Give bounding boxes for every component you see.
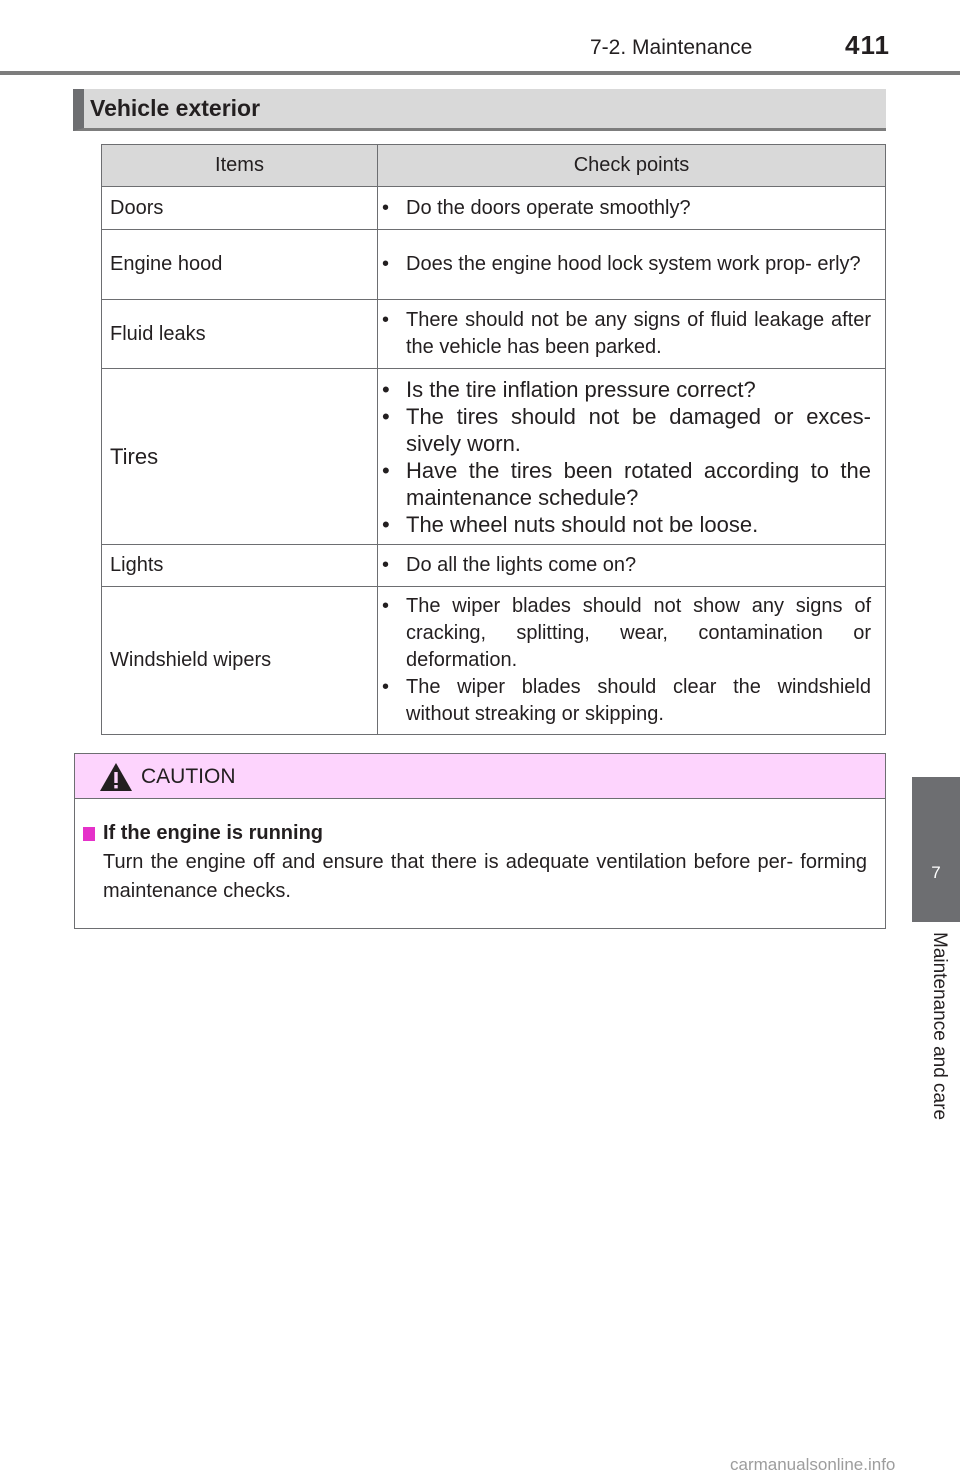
check-table: [101, 144, 886, 735]
chapter-tab-label: Maintenance and care: [929, 932, 950, 1121]
row-item: Engine hood: [102, 230, 378, 300]
row-item: Fluid leaks: [102, 300, 378, 369]
column-header-items: Items: [102, 145, 378, 187]
header-divider: [0, 71, 960, 75]
table-row: [102, 300, 886, 369]
check-point: • Do the doors operate smoothly?: [406, 195, 871, 222]
table-row: [102, 545, 886, 587]
caution-header: [75, 754, 885, 799]
table-header-row: [102, 145, 886, 187]
table-row: [102, 187, 886, 230]
page-number: 411: [845, 30, 890, 60]
check-point: • Do all the lights come on?: [406, 552, 871, 579]
row-item: Lights: [102, 545, 378, 587]
table-row: [102, 369, 886, 545]
row-check-points: [378, 187, 886, 230]
caution-subtitle-text: If the engine is running: [103, 822, 323, 844]
row-item: Windshield wipers: [102, 587, 378, 735]
caution-text: Turn the engine off and ensure that there is adequate ventilation before per- forming maintenance checks.: [103, 851, 867, 902]
chapter-tab: 7: [912, 777, 960, 922]
watermark: carmanualsonline.info: [730, 1455, 896, 1474]
column-header-check-points: Check points: [378, 145, 886, 187]
check-point: • The wheel nuts should not be loose.: [406, 511, 871, 538]
row-check-points: [378, 587, 886, 735]
caution-box: [74, 753, 886, 929]
caution-title: CAUTION: [141, 765, 236, 788]
check-point: • The wiper blades should clear the windshield without streaking or skipping.: [406, 674, 871, 728]
section-title: Vehicle exterior: [73, 89, 886, 131]
check-point: • Have the tires been rotated according to the maintenance schedule?: [406, 457, 871, 511]
row-item: Tires: [102, 369, 378, 545]
row-check-points: [378, 545, 886, 587]
row-check-points: [378, 300, 886, 369]
warning-triangle-icon: [99, 762, 133, 797]
check-point: • The wiper blades should not show any signs of cracking, splitting, wear, contamination or deformation.: [406, 593, 871, 674]
row-item: Doors: [102, 187, 378, 230]
table-row: [102, 587, 886, 735]
row-check-points: [378, 230, 886, 300]
square-bullet-icon: [83, 827, 95, 841]
check-point: • There should not be any signs of fluid leakage after the vehicle has been parked.: [406, 307, 871, 361]
section-header: 7-2. Maintenance: [590, 36, 753, 59]
caution-subtitle: [83, 819, 867, 848]
check-point: • Does the engine hood lock system work prop- erly?: [406, 251, 871, 278]
row-check-points: [378, 369, 886, 545]
caution-body: [75, 799, 885, 906]
check-point: • The tires should not be damaged or exces- sively worn.: [406, 403, 871, 457]
table-row: [102, 230, 886, 300]
check-point: • Is the tire inflation pressure correct?: [406, 376, 871, 403]
